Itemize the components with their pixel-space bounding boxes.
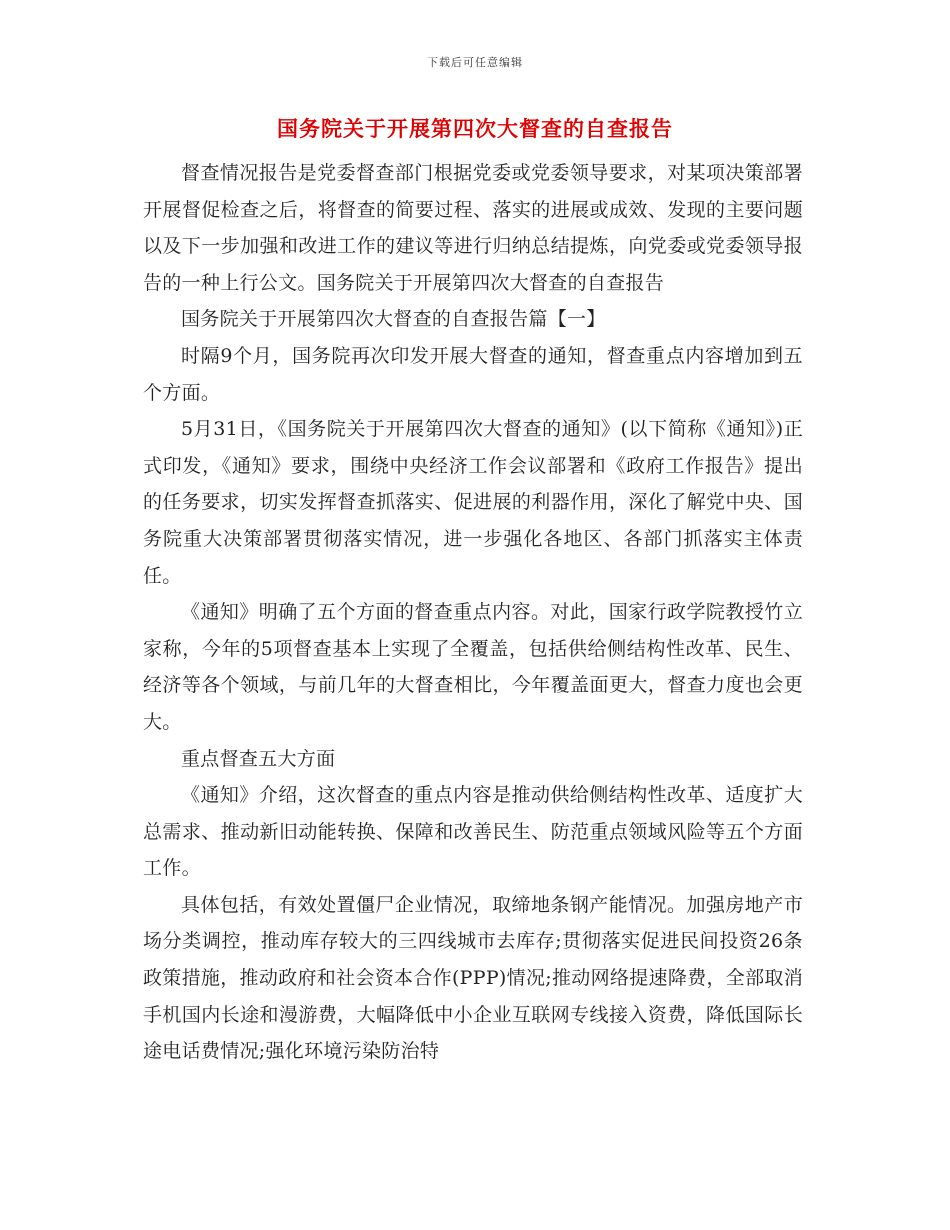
paragraph: 具体包括，有效处置僵尸企业情况，取缔地条钢产能情况。加强房地产市场分类调控，推动库存较大的三四线城市去库存;贯彻落实促进民间投资26条政策措施，推动政府和社会资本合作(PPP)情况;推动网络提速降费，全部取消手机国内长途和漫游费，大幅降低中小企业互联网专线接入资费，降低国际长途电话费情况;强化环境污染防治特 — [143, 893, 803, 1063]
paragraph: 《通知》明确了五个方面的督查重点内容。对此，国家行政学院教授竹立家称，今年的5项督查基本上实现了全覆盖，包括供给侧结构性改革、民生、经济等各个领域，与前几年的大督查相比，今年覆盖面更大，督查力度也会更大。 — [143, 601, 803, 733]
paragraph: 5月31日，《国务院关于开展第四次大督查的通知》(以下简称《通知》)正式印发，《通知》要求，围绕中央经济工作会议部署和《政府工作报告》提出的任务要求，切实发挥督查抓落实、促进展的利器作用，深化了解党中央、国务院重大决策部署贯彻落实情况，进一步强化各地区、各部门抓落实主体责任。 — [143, 418, 803, 587]
page-header-note: 下载后可任意编辑 — [427, 56, 523, 69]
paragraph-intro: 督查情况报告是党委督查部门根据党委或党委领导要求，对某项决策部署开展督促检查之后，将督查的简要过程、落实的进展或成效、发现的主要问题以及下一步加强和改进工作的建议等进行归纳总结提炼，向党委或党委领导报告的一种上行公文。国务院关于开展第四次大督查的自查报告 — [143, 162, 803, 294]
document-title: 国务院关于开展第四次大督查的自查报告 — [277, 117, 673, 141]
paragraph: 时隔9个月，国务院再次印发开展大督查的通知，督查重点内容增加到五个方面。 — [143, 344, 803, 404]
subheading-five-aspects: 重点督查五大方面 — [181, 747, 336, 770]
section-heading-part-one: 国务院关于开展第四次大督查的自查报告篇【一】 — [181, 308, 606, 331]
document-body — [143, 155, 803, 1070]
paragraph: 《通知》介绍，这次督查的重点内容是推动供给侧结构性改革、适度扩大总需求、推动新旧动能转换、保障和改善民生、防范重点领域风险等五个方面工作。 — [143, 784, 803, 880]
